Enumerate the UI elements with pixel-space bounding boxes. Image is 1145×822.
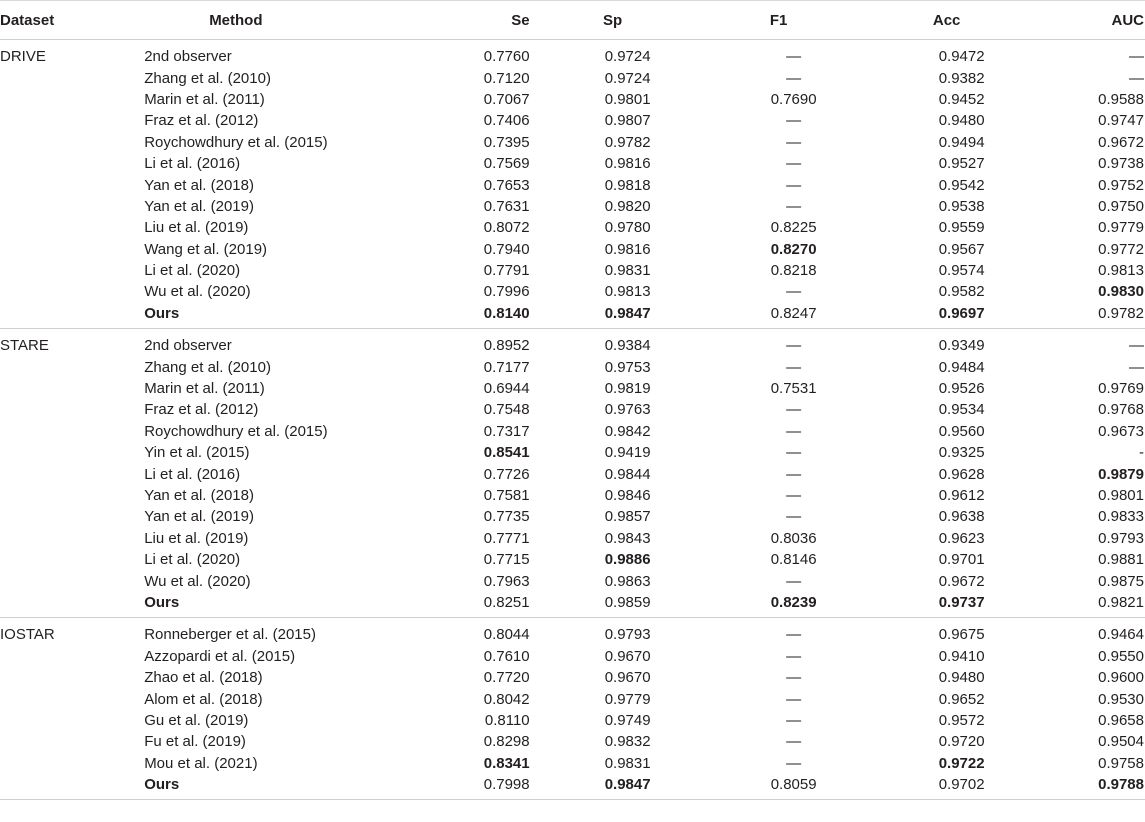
se-cell: 0.7735 (483, 508, 530, 526)
auc-cell: — (1129, 69, 1144, 87)
f1-cell: — (786, 487, 802, 504)
dataset-cell: IOSTAR (0, 626, 55, 644)
method-cell: Li et al. (2016) (144, 465, 241, 483)
method-cell: Liu et al. (2019) (144, 529, 249, 547)
table-row (0, 774, 1145, 800)
f1-cell: — (786, 733, 802, 751)
dataset-cell (0, 549, 144, 570)
acc-cell: 0.9472 (938, 48, 985, 66)
acc-cell: 0.9628 (938, 465, 985, 483)
sp-cell: 0.9819 (604, 380, 651, 398)
acc-cell: 0.9697 (862, 303, 1032, 329)
dataset-cell (0, 110, 144, 131)
auc-cell: 0.9833 (1098, 508, 1144, 526)
acc-cell: 0.9582 (938, 283, 985, 301)
auc-cell: 0.9752 (1098, 176, 1144, 194)
dataset-cell (0, 463, 144, 484)
table-row (0, 506, 1145, 527)
auc-cell: 0.9801 (1098, 487, 1144, 504)
f1-cell: — (786, 112, 802, 130)
acc-cell: 0.9702 (862, 774, 1032, 800)
acc-cell: 0.9652 (938, 690, 985, 708)
dataset-cell (0, 399, 144, 420)
dataset-cell (0, 67, 144, 88)
method-cell: Wu et al. (2020) (144, 572, 251, 590)
auc-cell: 0.9875 (1098, 572, 1144, 590)
f1-cell: — (786, 626, 802, 644)
f1-cell: 0.8218 (770, 262, 817, 280)
sp-cell: 0.9779 (604, 690, 651, 708)
method-cell: Ours (144, 592, 431, 618)
f1-cell: 0.7531 (770, 380, 817, 398)
table-row (0, 528, 1145, 549)
method-cell: Marin et al. (2011) (144, 90, 265, 108)
sp-cell: 0.9670 (604, 669, 651, 687)
acc-cell: 0.9560 (938, 422, 985, 440)
acc-cell: 0.9480 (938, 112, 985, 130)
f1-cell: 0.8036 (770, 529, 817, 547)
se-cell: 0.8044 (483, 626, 530, 644)
sp-cell: 0.9749 (604, 711, 651, 729)
sp-cell: 0.9859 (530, 592, 696, 618)
sp-cell: 0.9816 (604, 240, 651, 258)
col-header-acc: Acc (862, 1, 1032, 40)
f1-cell: — (786, 444, 802, 462)
method-cell: Yan et al. (2019) (144, 197, 254, 215)
acc-cell: 0.9572 (938, 711, 985, 729)
table-row (0, 667, 1145, 688)
se-cell: 0.7996 (483, 283, 530, 301)
se-cell: 0.7760 (483, 48, 530, 66)
dataset-cell (0, 753, 144, 774)
dataset-cell (0, 442, 144, 463)
dataset-cell (0, 153, 144, 174)
se-cell: 0.7726 (483, 465, 530, 483)
f1-cell: — (786, 711, 802, 729)
dataset-cell: DRIVE (0, 48, 46, 66)
se-cell: 0.7791 (483, 262, 530, 280)
dataset-cell (0, 281, 144, 302)
table-row (0, 753, 1145, 774)
table-row (0, 399, 1145, 420)
auc-cell: — (1129, 48, 1144, 66)
acc-cell: 0.9574 (938, 262, 985, 280)
method-cell: Zhang et al. (2010) (144, 358, 271, 376)
f1-cell: — (786, 48, 802, 66)
dataset-cell (0, 646, 144, 667)
se-cell: 0.8110 (484, 711, 530, 729)
acc-cell: 0.9737 (862, 592, 1032, 618)
se-cell: 0.8140 (432, 303, 530, 329)
method-cell: Roychowdhury et al. (2015) (144, 133, 328, 151)
f1-cell: — (786, 401, 802, 419)
sp-cell: 0.9807 (604, 112, 651, 130)
sp-cell: 0.9801 (604, 90, 651, 108)
method-cell: Wu et al. (2020) (144, 283, 251, 301)
se-cell: 0.7067 (483, 90, 530, 108)
f1-cell: — (786, 572, 802, 590)
acc-cell: 0.9534 (938, 401, 985, 419)
se-cell: 0.7653 (483, 176, 530, 194)
se-cell: 0.7720 (483, 669, 530, 687)
sp-cell: 0.9820 (604, 197, 651, 215)
acc-cell: 0.9559 (938, 219, 985, 237)
dataset-cell (0, 421, 144, 442)
method-cell: Mou et al. (2021) (144, 754, 258, 772)
acc-cell: 0.9720 (938, 733, 985, 751)
sp-cell: 0.9857 (604, 508, 651, 526)
se-cell: 0.7548 (483, 401, 530, 419)
se-cell: 0.7963 (483, 572, 530, 590)
f1-cell: — (786, 283, 802, 301)
se-cell: 0.8042 (483, 690, 530, 708)
auc-cell: 0.9747 (1098, 112, 1144, 130)
acc-cell: 0.9349 (938, 337, 985, 355)
acc-cell: 0.9542 (938, 176, 985, 194)
method-cell: Alom et al. (2018) (144, 690, 263, 708)
col-header-se: Se (432, 1, 530, 40)
auc-cell: 0.9793 (1098, 529, 1144, 547)
sp-cell: 0.9419 (604, 444, 651, 462)
col-header-sp: Sp (530, 1, 696, 40)
se-cell: 0.8298 (483, 733, 530, 751)
acc-cell: 0.9567 (938, 240, 985, 258)
se-cell: 0.8251 (432, 592, 530, 618)
acc-cell: 0.9623 (938, 529, 985, 547)
sp-cell: 0.9816 (604, 155, 651, 173)
method-cell: Yin et al. (2015) (144, 444, 250, 462)
se-cell: 0.7177 (483, 358, 530, 376)
acc-cell: 0.9484 (938, 358, 985, 376)
table-row (0, 549, 1145, 570)
sp-cell: 0.9843 (604, 529, 651, 547)
table-row (0, 485, 1145, 506)
sp-cell: 0.9847 (530, 774, 696, 800)
acc-cell: 0.9480 (938, 669, 985, 687)
sp-cell: 0.9886 (604, 551, 651, 569)
dataset-cell (0, 592, 144, 618)
dataset-cell (0, 89, 144, 110)
se-cell: 0.6944 (483, 380, 530, 398)
table-row (0, 710, 1145, 731)
method-cell: Marin et al. (2011) (144, 380, 265, 398)
method-cell: Ours (144, 774, 431, 800)
se-cell: 0.7771 (483, 529, 530, 547)
se-cell: 0.7569 (483, 155, 530, 173)
auc-cell: 0.9879 (1098, 465, 1144, 483)
table-row (0, 153, 1145, 174)
auc-cell: 0.9738 (1098, 155, 1144, 173)
table-row (0, 329, 1145, 357)
dataset-cell (0, 132, 144, 153)
f1-cell: — (786, 155, 802, 173)
f1-cell: — (786, 422, 802, 440)
sp-cell: 0.9831 (604, 262, 651, 280)
f1-cell: 0.8239 (696, 592, 862, 618)
se-cell: 0.8952 (483, 337, 530, 355)
method-cell: Azzopardi et al. (2015) (144, 647, 296, 665)
auc-cell: 0.9779 (1098, 219, 1144, 237)
se-cell: 0.7940 (483, 240, 530, 258)
auc-cell: 0.9782 (1032, 303, 1145, 329)
auc-cell: 0.9769 (1098, 380, 1144, 398)
method-cell: Gu et al. (2019) (144, 711, 249, 729)
sp-cell: 0.9832 (604, 733, 651, 751)
auc-cell: 0.9673 (1098, 422, 1144, 440)
dataset-cell (0, 239, 144, 260)
table-row (0, 646, 1145, 667)
table-row (0, 281, 1145, 302)
sp-cell: 0.9846 (604, 487, 651, 504)
se-cell: 0.7998 (432, 774, 530, 800)
auc-cell: 0.9788 (1032, 774, 1145, 800)
sp-cell: 0.9670 (604, 647, 651, 665)
method-cell: 2nd observer (144, 48, 232, 66)
auc-cell: - (1139, 444, 1144, 462)
se-cell: 0.7610 (483, 647, 530, 665)
method-cell: Ronneberger et al. (2015) (144, 626, 316, 644)
table-row (0, 592, 1145, 618)
acc-cell: 0.9672 (938, 572, 985, 590)
se-cell: 0.7317 (483, 422, 530, 440)
f1-cell: 0.8247 (696, 303, 862, 329)
acc-cell: 0.9527 (938, 155, 985, 173)
table-row (0, 67, 1145, 88)
method-cell: 2nd observer (144, 337, 232, 355)
f1-cell: — (786, 465, 802, 483)
method-cell: Yan et al. (2018) (144, 176, 254, 194)
f1-cell: — (786, 197, 802, 215)
f1-cell: — (786, 508, 802, 526)
method-cell: Fu et al. (2019) (144, 733, 246, 751)
table-row (0, 196, 1145, 217)
se-cell: 0.7631 (483, 197, 530, 215)
f1-cell: — (786, 358, 802, 376)
dataset-cell (0, 174, 144, 195)
sp-cell: 0.9753 (604, 358, 651, 376)
f1-cell: — (786, 69, 802, 87)
acc-cell: 0.9638 (938, 508, 985, 526)
col-header-f1: F1 (696, 1, 862, 40)
acc-cell: 0.9410 (938, 647, 985, 665)
dataset-cell (0, 356, 144, 377)
table-row (0, 217, 1145, 238)
acc-cell: 0.9675 (938, 626, 985, 644)
table-row (0, 110, 1145, 131)
auc-cell: 0.9672 (1098, 133, 1144, 151)
table-row (0, 174, 1145, 195)
sp-cell: 0.9782 (604, 133, 651, 151)
dataset-cell (0, 710, 144, 731)
se-cell: 0.7715 (483, 551, 530, 569)
acc-cell: 0.9701 (938, 551, 985, 569)
table-row (0, 378, 1145, 399)
acc-cell: 0.9538 (938, 197, 985, 215)
auc-cell: — (1129, 358, 1144, 376)
dataset-cell (0, 506, 144, 527)
col-header-dataset: Dataset (0, 1, 144, 40)
sp-cell: 0.9813 (604, 283, 651, 301)
table-row (0, 303, 1145, 329)
f1-cell: 0.8270 (770, 240, 817, 258)
f1-cell: — (786, 133, 802, 151)
dataset-cell: STARE (0, 337, 49, 355)
auc-cell: 0.9772 (1098, 240, 1144, 258)
dataset-cell (0, 688, 144, 709)
auc-cell: 0.9550 (1098, 647, 1144, 665)
se-cell: 0.7395 (483, 133, 530, 151)
auc-cell: 0.9830 (1098, 283, 1144, 301)
method-cell: Fraz et al. (2012) (144, 401, 259, 419)
table-row (0, 239, 1145, 260)
auc-cell: 0.9813 (1098, 262, 1144, 280)
sp-cell: 0.9780 (604, 219, 651, 237)
f1-cell: 0.8146 (770, 551, 817, 569)
method-cell: Li et al. (2020) (144, 262, 241, 280)
method-cell: Roychowdhury et al. (2015) (144, 422, 328, 440)
table-row (0, 421, 1145, 442)
dataset-cell (0, 774, 144, 800)
sp-cell: 0.9863 (604, 572, 651, 590)
method-cell: Li et al. (2016) (144, 155, 241, 173)
table-row (0, 731, 1145, 752)
method-cell: Wang et al. (2019) (144, 240, 268, 258)
sp-cell: 0.9844 (604, 465, 651, 483)
sp-cell: 0.9831 (604, 754, 651, 772)
se-cell: 0.7581 (483, 487, 530, 504)
se-cell: 0.7120 (483, 69, 530, 87)
f1-cell: — (786, 690, 802, 708)
table-row (0, 132, 1145, 153)
sp-cell: 0.9763 (604, 401, 651, 419)
auc-cell: 0.9464 (1098, 626, 1144, 644)
auc-cell: 0.9750 (1098, 197, 1144, 215)
auc-cell: 0.9588 (1098, 90, 1144, 108)
auc-cell: — (1129, 337, 1144, 355)
table-row (0, 618, 1145, 646)
dataset-cell (0, 485, 144, 506)
acc-cell: 0.9612 (938, 487, 985, 504)
auc-cell: 0.9530 (1098, 690, 1144, 708)
sp-cell: 0.9818 (604, 176, 651, 194)
col-header-auc: AUC (1032, 1, 1145, 40)
table-row (0, 40, 1145, 68)
header-row (0, 1, 1145, 40)
acc-cell: 0.9325 (938, 444, 985, 462)
method-cell: Ours (144, 303, 431, 329)
se-cell: 0.8072 (483, 219, 530, 237)
col-header-method: Method (144, 1, 431, 40)
dataset-cell (0, 303, 144, 329)
auc-cell: 0.9881 (1098, 551, 1144, 569)
auc-cell: 0.9658 (1098, 711, 1144, 729)
dataset-cell (0, 570, 144, 591)
f1-cell: — (786, 337, 802, 355)
acc-cell: 0.9526 (938, 380, 985, 398)
f1-cell: 0.8059 (696, 774, 862, 800)
dataset-cell (0, 196, 144, 217)
dataset-cell (0, 731, 144, 752)
dataset-cell (0, 667, 144, 688)
sp-cell: 0.9847 (530, 303, 696, 329)
method-cell: Yan et al. (2018) (144, 487, 254, 504)
se-cell: 0.7406 (483, 112, 530, 130)
method-cell: Fraz et al. (2012) (144, 112, 259, 130)
sp-cell: 0.9724 (604, 69, 651, 87)
f1-cell: 0.8225 (770, 219, 817, 237)
sp-cell: 0.9384 (604, 337, 651, 355)
se-cell: 0.8341 (483, 754, 530, 772)
acc-cell: 0.9452 (938, 90, 985, 108)
auc-cell: 0.9600 (1098, 669, 1144, 687)
sp-cell: 0.9842 (604, 422, 651, 440)
f1-cell: — (786, 754, 802, 772)
table-row (0, 570, 1145, 591)
table-body (0, 40, 1145, 800)
auc-cell: 0.9821 (1032, 592, 1145, 618)
dataset-cell (0, 528, 144, 549)
f1-cell: — (786, 176, 802, 194)
sp-cell: 0.9793 (604, 626, 651, 644)
table-row (0, 260, 1145, 281)
sp-cell: 0.9724 (604, 48, 651, 66)
auc-cell: 0.9504 (1098, 733, 1144, 751)
acc-cell: 0.9722 (938, 754, 985, 772)
table-row (0, 688, 1145, 709)
acc-cell: 0.9494 (938, 133, 985, 151)
table-row (0, 463, 1145, 484)
table-row (0, 442, 1145, 463)
f1-cell: — (786, 647, 802, 665)
dataset-cell (0, 260, 144, 281)
f1-cell: — (786, 669, 802, 687)
method-cell: Zhang et al. (2010) (144, 69, 271, 87)
method-cell: Liu et al. (2019) (144, 219, 249, 237)
method-cell: Yan et al. (2019) (144, 508, 254, 526)
acc-cell: 0.9382 (938, 69, 985, 87)
dataset-cell (0, 217, 144, 238)
auc-cell: 0.9768 (1098, 401, 1144, 419)
f1-cell: 0.7690 (770, 90, 817, 108)
auc-cell: 0.9758 (1098, 754, 1144, 772)
table-row (0, 89, 1145, 110)
se-cell: 0.8541 (483, 444, 530, 462)
table-row (0, 356, 1145, 377)
method-cell: Zhao et al. (2018) (144, 669, 263, 687)
dataset-cell (0, 378, 144, 399)
method-cell: Li et al. (2020) (144, 551, 241, 569)
